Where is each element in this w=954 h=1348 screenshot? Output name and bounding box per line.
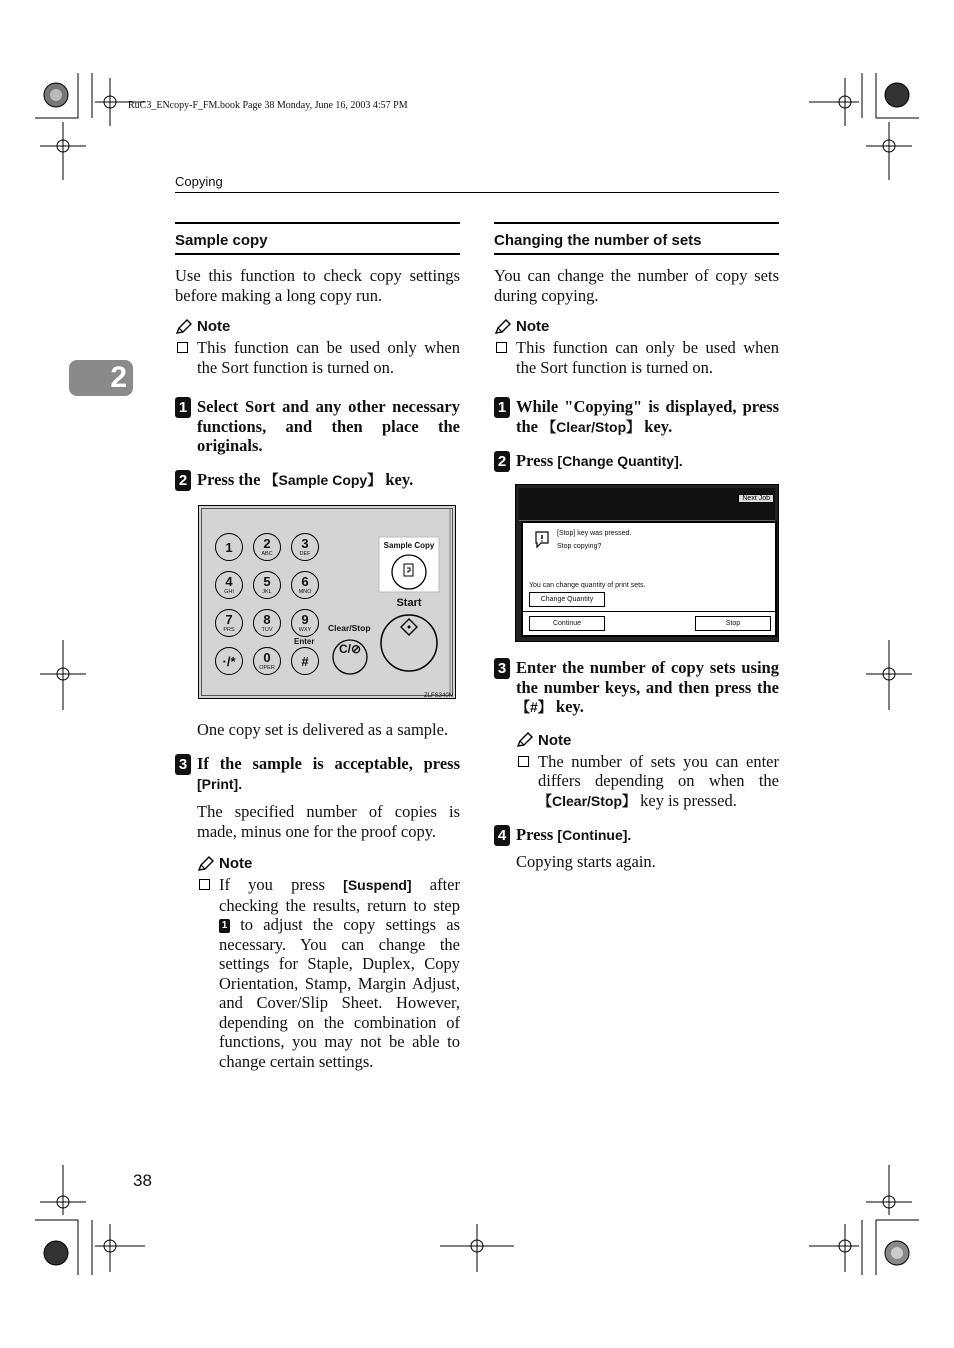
keypad-key-letters: WXY xyxy=(298,626,312,633)
pencil-icon xyxy=(516,732,534,748)
keypad-key-digit: 5 xyxy=(263,573,271,589)
keypad-key[interactable] xyxy=(253,571,281,599)
checkbox-bullet-icon xyxy=(199,879,210,890)
keypad-key-digit: 6 xyxy=(301,573,309,589)
keypad-key-letters: TUV xyxy=(261,626,273,633)
keypad-key[interactable] xyxy=(215,571,243,599)
note-label: Note xyxy=(219,855,253,872)
keypad-key[interactable] xyxy=(291,609,319,637)
step-text: Select Sort and any other necessary functions, and then place the originals. xyxy=(197,397,460,455)
after-figure-text: One copy set is delivered as a sample. xyxy=(197,719,449,739)
step-3 xyxy=(175,754,460,794)
change-quantity-button[interactable]: Change Quantity xyxy=(529,592,605,607)
step-number: 2 xyxy=(175,470,191,491)
continue-button[interactable]: Continue xyxy=(529,616,605,631)
lcd-divider xyxy=(523,611,775,612)
print-key-ref: [Print]. xyxy=(197,775,243,792)
figure-code: ZLFS340N xyxy=(423,692,453,699)
step-3 xyxy=(494,658,779,718)
step-1 xyxy=(175,397,460,456)
note-item xyxy=(494,752,779,812)
checkbox-bullet-icon xyxy=(177,342,188,353)
keypad-key-digit: # xyxy=(301,653,309,669)
note-heading xyxy=(175,855,460,872)
step-text: Press [Change Quantity]. xyxy=(516,451,683,470)
keypad-key-letters: GHI xyxy=(224,588,234,595)
keypad-key[interactable] xyxy=(291,647,319,675)
keypad-key-digit: 0 xyxy=(263,649,271,665)
note-text: This function can only be used when the Sort function is turned on. xyxy=(516,338,779,377)
sample-copy-intro: Use this function to check copy settings before making a long copy run. xyxy=(175,266,460,305)
note-label: Note xyxy=(197,318,231,335)
step-text: Enter the number of copy sets using the number keys, and then press the 【#】 key. xyxy=(516,658,779,716)
hash-key-ref: 【#】 xyxy=(516,699,552,715)
step-text: Press [Continue]. xyxy=(516,825,632,844)
sample-copy-key[interactable] xyxy=(401,562,417,580)
pencil-icon xyxy=(175,319,193,335)
keypad-key[interactable] xyxy=(291,571,319,599)
keypad-key-digit: 1 xyxy=(225,539,233,555)
keypad-key-letters: DEF xyxy=(299,550,311,557)
clear-stop-label: Clear/Stop xyxy=(328,622,371,633)
note-label: Note xyxy=(516,318,550,335)
control-panel-figure xyxy=(198,505,456,705)
keypad-key-digit: 8 xyxy=(263,611,271,627)
keypad-key[interactable] xyxy=(253,533,281,561)
step-1 xyxy=(494,397,779,437)
keypad xyxy=(198,505,456,705)
changing-sets-intro: You can change the number of copy sets during copying. xyxy=(494,266,779,305)
right-column xyxy=(494,222,779,872)
step-text: Press the 【Sample Copy】 key. xyxy=(197,469,414,489)
enter-label: Enter xyxy=(294,636,315,646)
checkbox-bullet-icon xyxy=(518,756,529,767)
sample-copy-key-ref: 【Sample Copy】 xyxy=(264,471,382,488)
stop-button[interactable]: Stop xyxy=(695,616,771,631)
page-number: 38 xyxy=(133,1171,152,1190)
lcd-message-2: Stop copying? xyxy=(557,543,602,550)
note-heading xyxy=(494,318,779,335)
sample-copy-document-icon xyxy=(401,562,417,580)
lcd-message-3: You can change quantity of print sets. xyxy=(529,582,646,589)
left-column xyxy=(175,222,460,1071)
section-title-changing-sets: Changing the number of sets xyxy=(494,222,779,255)
step-number: 1 xyxy=(175,397,191,418)
keypad-key[interactable] xyxy=(215,647,243,675)
step-number: 3 xyxy=(494,658,510,679)
note-text: The number of sets you can enter differs depending on when the 【Clear/Stop】 key is pressed. xyxy=(538,751,779,810)
start-label: Start xyxy=(396,596,422,609)
keypad-key-digit: 4 xyxy=(225,573,233,589)
warning-icon xyxy=(533,529,551,549)
keypad-key[interactable] xyxy=(291,533,319,561)
running-head: Copying xyxy=(175,174,223,189)
keypad-key-letters: ABC xyxy=(261,550,273,557)
sample-copy-label: Sample Copy xyxy=(383,540,435,550)
step-text: While "Copying" is displayed, press the 【Clear/Stop】 key. xyxy=(516,397,779,436)
note-text: This function can be used only when the Sort function is turned on. xyxy=(197,338,460,377)
keypad-key[interactable] xyxy=(253,609,281,637)
step-ref-icon: 1 xyxy=(219,919,230,933)
step-4-body: Copying starts again. xyxy=(516,852,656,871)
clear-stop-key[interactable]: C/⊘ xyxy=(338,641,362,656)
header-rule xyxy=(175,192,779,193)
section-title-sample-copy: Sample copy xyxy=(175,222,460,255)
step-number: 1 xyxy=(494,397,510,418)
keypad-key-digit: ·/* xyxy=(222,653,236,669)
keypad-key-digit: 9 xyxy=(301,611,309,627)
next-job-button[interactable]: Next Job xyxy=(738,494,774,503)
keypad-key-digit: 7 xyxy=(225,611,233,627)
step-number: 2 xyxy=(494,451,510,472)
keypad-key-letters: PRS xyxy=(223,626,235,633)
step-3-body: The specified number of copies is made, minus one for the proof copy. xyxy=(197,802,460,841)
note-item xyxy=(175,338,460,377)
chapter-tab: 2 xyxy=(69,360,133,396)
step-2 xyxy=(494,451,779,472)
start-key[interactable] xyxy=(376,616,442,672)
keypad-key[interactable] xyxy=(215,533,243,561)
keypad-key-letters: JKL xyxy=(262,588,272,595)
step-2 xyxy=(175,470,460,491)
note-label: Note xyxy=(538,731,572,749)
pencil-icon xyxy=(494,319,512,335)
step-number: 4 xyxy=(494,825,510,846)
keypad-key-digit: 2 xyxy=(263,535,271,551)
keypad-key[interactable] xyxy=(215,609,243,637)
keypad-key-letters: OPER xyxy=(259,664,275,671)
suspend-key-ref: [Suspend] xyxy=(343,877,412,893)
change-quantity-key-ref: [Change Quantity]. xyxy=(557,453,683,469)
book-info: RuC3_ENcopy-F_FM.book Page 38 Monday, June 16, 2003 4:57 PM xyxy=(128,100,408,111)
clear-stop-key-ref: 【Clear/Stop】 xyxy=(538,792,637,809)
keypad-key-digit: 3 xyxy=(301,535,309,551)
step-4 xyxy=(494,825,779,846)
step-text: If the sample is acceptable, press [Print]. xyxy=(197,754,460,792)
lcd-header-bar xyxy=(519,488,775,521)
note-text: If you press [Suspend] after checking the results, return to step 1 to adjust the copy settings as necessary. You can change the settings for Staple, Duplex, Copy Orientation, Stamp, Margin Adjust, and Cover/Slip Sheet. However, depending on the combination of functions, you may not be able to change certain settings. xyxy=(219,875,460,1071)
checkbox-bullet-icon xyxy=(496,342,507,353)
note-item xyxy=(494,338,779,377)
continue-key-ref: [Continue]. xyxy=(557,827,632,843)
keypad-key[interactable] xyxy=(253,647,281,675)
lcd-dialog xyxy=(521,521,777,637)
lcd-message-1: [Stop] key was pressed. xyxy=(557,530,632,537)
note-item xyxy=(175,875,460,1071)
note-heading xyxy=(494,732,779,749)
keypad-key-letters: MNO xyxy=(298,588,312,595)
clear-stop-key-ref: 【Clear/Stop】 xyxy=(542,418,641,435)
lcd-screen-figure xyxy=(515,484,779,642)
note-heading xyxy=(175,318,460,335)
pencil-icon xyxy=(197,856,215,872)
step-number: 3 xyxy=(175,754,191,775)
